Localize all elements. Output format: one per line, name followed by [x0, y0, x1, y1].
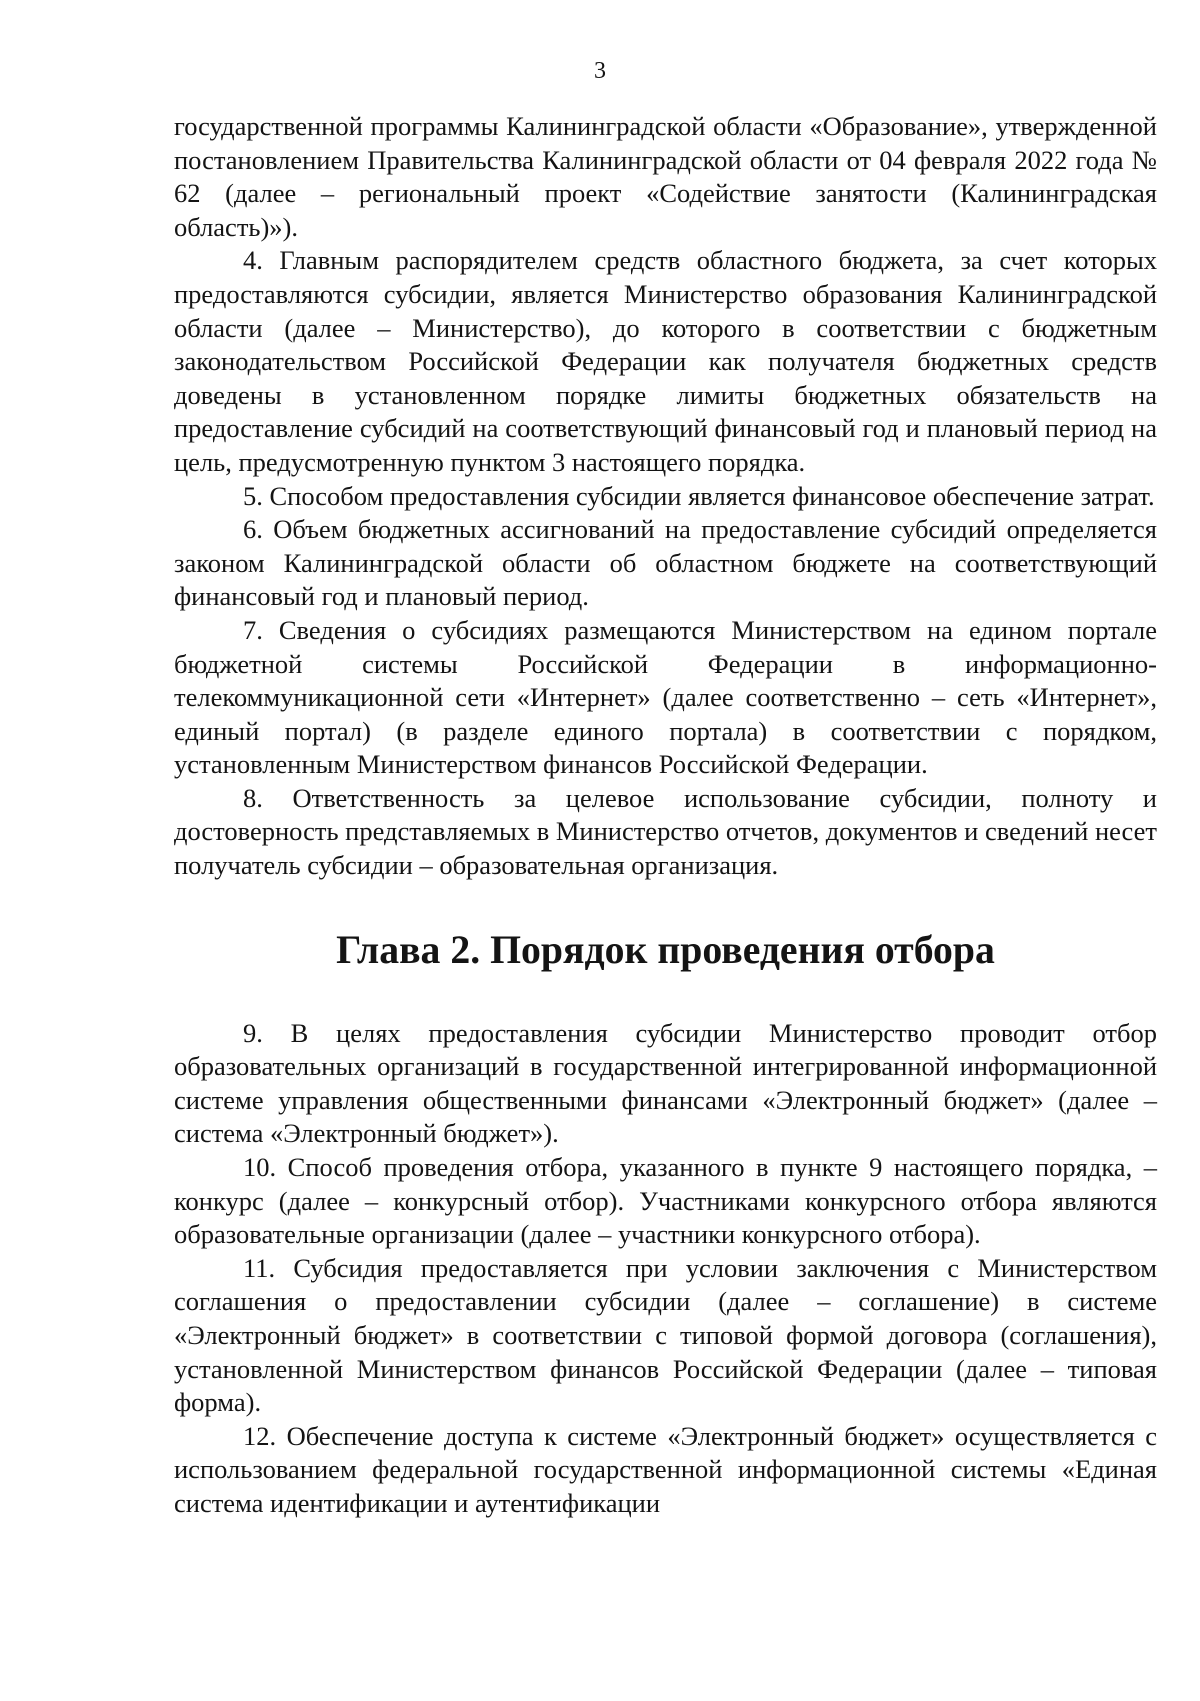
paragraph-12: 12. Обеспечение доступа к системе «Электронный бюджет» осуществляется с использованием федеральной государственной информационной системы «Единая система идентификации и аутентификации — [174, 1420, 1157, 1518]
paragraph-7: 7. Сведения о субсидиях размещаются Министерством на едином портале бюджетной системы Российской Федерации в информационно-телекоммуникационной сети «Интернет» (далее соответственно – сеть «Интернет», единый портал) (в разделе единого портала) в соответствии с порядком, установленным Министерством финансов Российской Федерации. — [174, 614, 1157, 780]
paragraph-9: 9. В целях предоставления субсидии Министерство проводит отбор образовательных организаций в государственной интегрированной информационной системе управления общественными финансами «Электронный бюджет» (далее – система «Электронный бюджет»). — [174, 1017, 1157, 1149]
paragraph-8: 8. Ответственность за целевое использование субсидии, полноту и достоверность представляемых в Министерство отчетов, документов и сведений несет получатель субсидии – образовательная организация. — [174, 782, 1157, 881]
paragraph-6: 6. Объем бюджетных ассигнований на предоставление субсидий определяется законом Калининградской области об областном бюджете на соответствующий финансовый год и плановый период. — [174, 514, 1157, 612]
continuation-paragraph: государственной программы Калининградской области «Образование», утвержденной постановлением Правительства Калининградской области от 04 февраля 2022 года № 62 (далее – региональный проект «Содействие занятости (Калининградская область)»). — [174, 111, 1157, 242]
paragraph-11: 11. Субсидия предоставляется при условии заключения с Министерством соглашения о предоставлении субсидии (далее – соглашение) в системе «Электронный бюджет» в соответствии с типовой формой договора (соглашения), установленной Министерством финансов Российской Федерации (далее – типовая форма). — [174, 1252, 1157, 1418]
paragraph-5: 5. Способом предоставления субсидии является финансовое обеспечение затрат. — [243, 480, 1155, 511]
paragraph-10: 10. Способ проведения отбора, указанного в пункте 9 настоящего порядка, – конкурс (далее – конкурсный отбор). Участниками конкурсного отбора являются образовательные организации (далее – участники конкурсного отбора). — [174, 1152, 1157, 1250]
paragraph-4: 4. Главным распорядителем средств областного бюджета, за счет которых предоставляются субсидии, является Министерство образования Калининградской области (далее – Министерство), до которого в соответствии с бюджетным законодательством Российской Федерации как получателя бюджетных средств доведены в установленном порядке лимиты бюджетных обязательств на предоставление субсидий на соответствующий финансовый год и плановый период на цель, предусмотренную пунктом 3 настоящего порядка. — [174, 245, 1157, 477]
document-body — [174, 110, 1157, 1521]
chapter-heading: Глава 2. Порядок проведения отбора — [336, 927, 995, 972]
page-number: 3 — [594, 58, 606, 84]
